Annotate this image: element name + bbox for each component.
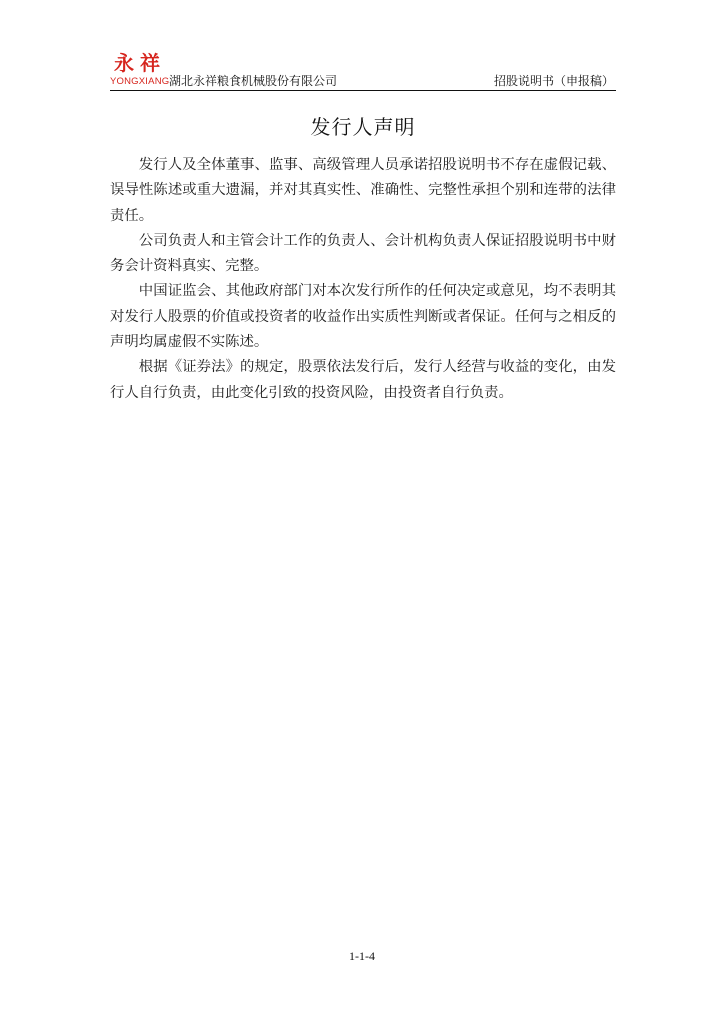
- page-title: 发行人声明: [310, 115, 416, 139]
- declaration-body: [110, 153, 616, 406]
- page-number: 1-1-4: [349, 949, 375, 963]
- page-header: [110, 52, 616, 92]
- header-divider: [110, 90, 616, 91]
- paragraph-2: 公司负责人和主管会计工作的负责人、会计机构负责人保证招股说明书中财务会计资料真实、完整。: [110, 232, 616, 275]
- company-logo-english: YONGXIANG: [110, 76, 170, 87]
- company-logo-chinese: 永祥: [114, 51, 166, 75]
- paragraph-1: 发行人及全体董事、监事、高级管理人员承诺招股说明书不存在虚假记载、误导性陈述或重大遗漏，并对其真实性、准确性、完整性承担个别和连带的法律责任。: [110, 157, 616, 224]
- document-type: 招股说明书（申报稿）: [493, 74, 614, 88]
- paragraph-4: 根据《证券法》的规定，股票依法发行后，发行人经营与收益的变化，由发行人自行负责，由此变化引致的投资风险，由投资者自行负责。: [110, 359, 616, 401]
- company-name: 湖北永祥粮食机械股份有限公司: [169, 74, 338, 88]
- paragraph-3: 中国证监会、其他政府部门对本次发行所作的任何决定或意见，均不表明其对发行人股票的价值或投资者的收益作出实质性判断或者保证。任何与之相反的声明均属虚假不实陈述。: [110, 283, 616, 351]
